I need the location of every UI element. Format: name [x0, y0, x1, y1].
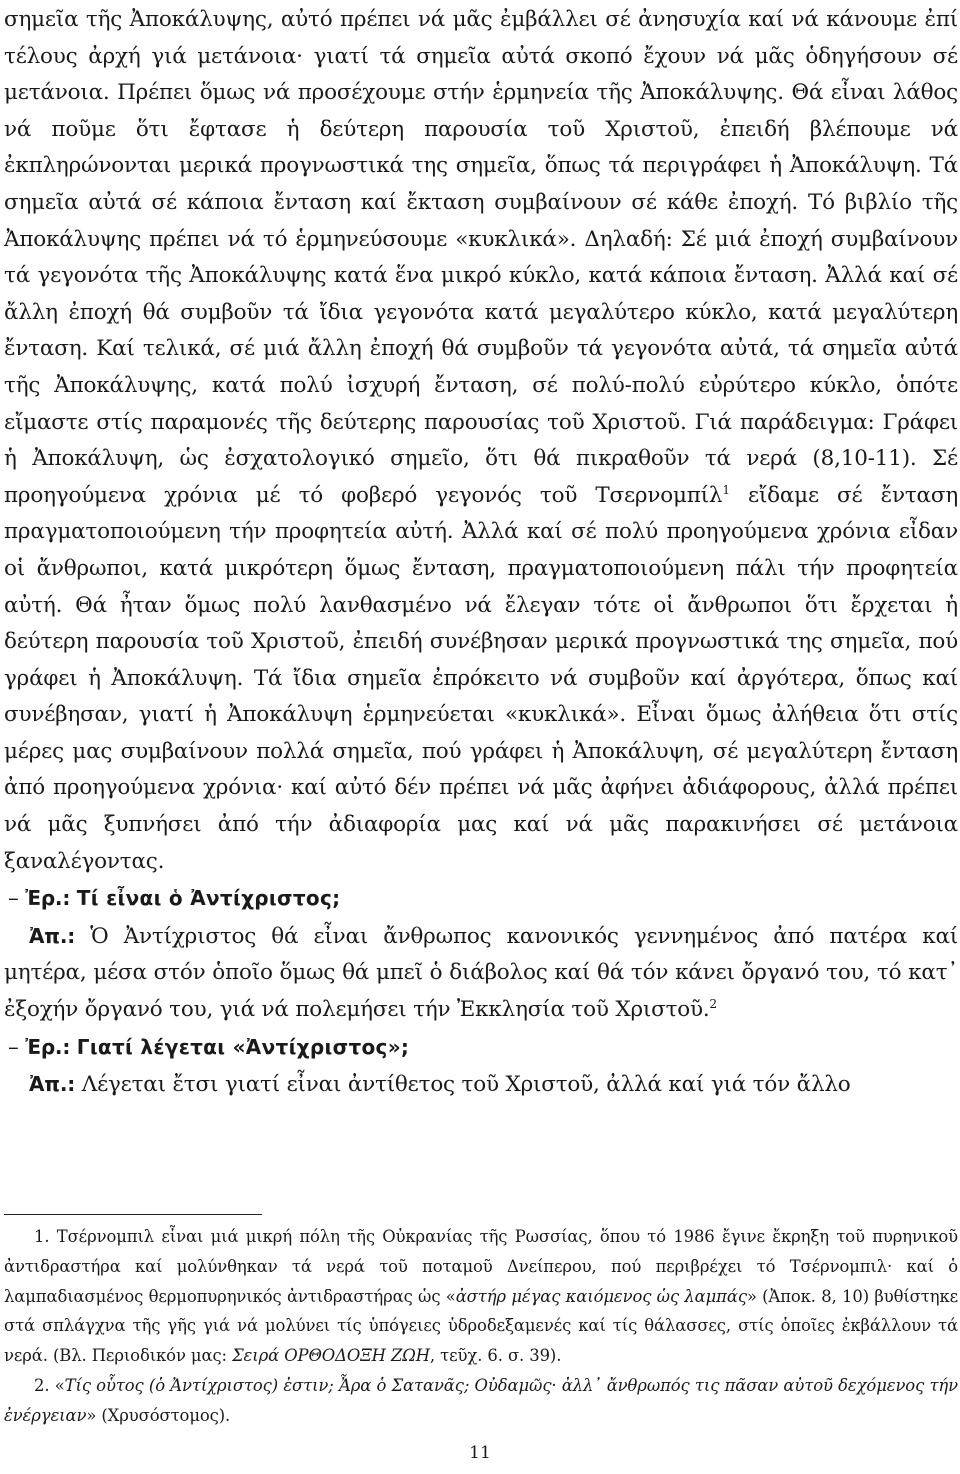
paragraph — [4, 2, 958, 880]
question-text: Τί εἶναι ὁ Ἀντίχριστος; — [76, 886, 341, 911]
question-1 — [4, 880, 958, 918]
footnote-2 — [4, 1371, 958, 1431]
footnote-1-quote: ἀστήρ μέγας καιόμενος ὡς λαμπάς — [455, 1286, 747, 1306]
page-number: 11 — [469, 1443, 491, 1463]
answer-text: Λέγεται ἔτσι γιατί εἶναι ἀντίθετος τοῦ Χριστοῦ, ἀλλά καί γιά τόν ἄλλο — [75, 1072, 851, 1098]
footnote-2-prefix: 2. « — [34, 1375, 65, 1395]
answer-text: Ὁ Ἀντίχριστος θά εἶναι ἄνθρωπος κανονικός γεννημένος ἀπό πατέρα καί μητέρα, μέσα στόν ὁποῖο ὅμως θά μπεῖ ὁ διάβολος καί θά τόν κάνει ὄργανό του, τό κατ᾽ ἐξοχήν ὄργανό του, γιά νά πολεμήσει τήν Ἐκκλησία τοῦ Χριστοῦ. — [4, 923, 958, 1023]
footnote-1-text-3: , τεῦχ. 6. σ. 39). — [429, 1346, 562, 1366]
footnote-reference-2: 2 — [709, 996, 717, 1011]
footnote-1 — [4, 1222, 958, 1371]
footnotes — [4, 1222, 958, 1431]
question-2 — [4, 1029, 958, 1067]
paragraph-text: σημεῖα τῆς Ἀποκάλυψης, αὐτό πρέπει νά μᾶς ἐμβάλλει σέ ἀνησυχία καί νά κάνουμε ἐπί τέλους ἀρχή γιά μετάνοια· γιατί τά σημεῖα αὐτά σκοπό ἔχουν νά μᾶς ὁδηγήσουν σέ μετάνοια. Πρέπει ὅμως νά προσέχουμε στήν ἑρμηνεία τῆς Ἀποκάλυψης. Θά εἶναι λάθος νά ποῦμε ὅτι ἔφτασε ἡ δεύτερη παρουσία τοῦ Χριστοῦ, ἐπειδή βλέπουμε νά ἐκπληρώνονται μερικά προγνωστικά της σημεῖα, ὅπως τά περιγράφει ἡ Ἀποκάλυψη. Τά σημεῖα αὐτά σέ κάποια ἔνταση καί ἔκταση συμβαίνουν σέ κάθε ἐποχή. Τό βιβλίο τῆς Ἀποκάλυψης πρέπει νά τό ἑρμηνεύσουμε «κυκλικά». Δηλαδή: Σέ μιά ἐποχή συμβαίνουν τά γεγονότα τῆς Ἀποκάλυψης κατά ἕνα μικρό κύκλο, κατά κάποια ἔνταση. Ἀλλά καί σέ ἄλλη ἐποχή θά συμβοῦν τά ἴδια γεγονότα κατά μεγαλύτερο κύκλο, κατά μεγαλύτερη ἔνταση. Καί τελικά, σέ μιά ἄλλη ἐποχή θά συμβοῦν τά γεγονότα αὐτά, τά σημεῖα αὐτά τῆς Ἀποκάλυψης, κατά πολύ ἰσχυρή ἔνταση, σέ πολύ-πολύ εὐρύτερο κύκλο, ὁπότε εἴμαστε στίς παραμονές τῆς δεύτερης παρουσίας τοῦ Χριστοῦ. Γιά παράδειγμα: Γράφει ἡ Ἀποκάλυψη, ὡς ἐσχατολογικό σημεῖο, ὅτι θά πικραθοῦν τά νερά (8,10-11). Σέ προηγούμενα χρόνια μέ τό φοβερό γεγονός τοῦ Τσερνομπίλ — [4, 7, 958, 508]
question-dash: – — [8, 1034, 26, 1060]
answer-label: Ἀπ.: — [29, 923, 76, 948]
answer-label: Ἀπ.: — [29, 1072, 76, 1097]
footnote-reference-1: 1 — [722, 482, 730, 497]
question-dash: – — [8, 886, 26, 912]
question-label: Ἐρ.: — [25, 886, 71, 911]
question-label: Ἐρ.: — [25, 1034, 71, 1059]
footnote-2-quote: Τίς οὗτος (ὁ Ἀντίχριστος) ἐστιν; Ἆρα ὁ Σατανᾶς; Οὐδαμῶς· ἀλλ᾽ ἄνθρωπός τις πᾶσαν αὐτοῦ δεχόμενος τήν ἐνέργειαν — [4, 1375, 958, 1425]
footnote-1-periodical: Σειρά ΟΡΘΟΔΟΞΗ ΖΩΗ — [232, 1346, 430, 1366]
footnote-divider — [4, 1214, 262, 1215]
footnote-1-text: 1. Τσέρνομπιλ εἶναι μιά μικρή πόλη τῆς Οὐκρανίας τῆς Ρωσσίας, ὅπου τό 1986 ἔγινε ἔκρηξη τοῦ πυρηνικοῦ ἀντιδραστήρα καί μολύνθηκαν τά νερά τοῦ ποταμοῦ Δνείπερου, πού περιβρέχει τό Τσέρνομπιλ· καί ὁ λαμπαδιασμένος θερμοπυρηνικός ἀντιδραστήρας ὡς « — [4, 1227, 958, 1306]
main-text — [4, 2, 958, 1104]
paragraph-text-continued: εἴδαμε σέ ἔνταση πραγματοποιούμενη τήν προφητεία αὐτή. Ἀλλά καί σέ πολύ προηγούμενα χρόνια εἶδαν οἱ ἄνθρωποι, κατά μικρότερη ὅμως ἔνταση, πραγματοποιούμενη πάλι τήν προφητεία αὐτή. Θά ἦταν ὅμως πολύ λανθασμένο νά ἔλεγαν τότε οἱ ἄνθρωποι ὅτι ἔρχεται ἡ δεύτερη παρουσία τοῦ Χριστοῦ, ἐπειδή συνέβησαν μερικά προγνωστικά της σημεῖα, πού γράφει ἡ Ἀποκάλυψη. Τά ἴδια σημεῖα ἐπρόκειτο νά συμβοῦν καί ἀργότερα, ὅπως καί συνέβησαν, γιατί ἡ Ἀποκάλυψη ἑρμηνεύεται «κυκλικά». Εἶναι ὅμως ἀλήθεια ὅτι στίς μέρες μας συμβαίνουν πολλά σημεῖα, πού γράφει ἡ Ἀποκάλυψη, σέ μεγαλύτερη ἔνταση ἀπό προηγούμενα χρόνια· καί αὐτό δέν πρέπει νά μᾶς ἀφήνει ἀδιάφορους, ἀλλά πρέπει νά μᾶς ξυπνήσει ἀπό τήν ἀδιαφορία μας καί νά μᾶς παρακινήσει σέ μετάνοια ξαναλέγοντας. — [4, 482, 958, 874]
footnote-1-text-2: » (Ἀποκ. 8, 10) βυθίστηκε στά σπλάγχνα τῆς γῆς γιά νά μολύνει τίς ὑπόγειες ὑδροδεξαμενές καί τίς θάλασσες, στίς ὁποῖες ἐκβάλλουν τά νερά. (Βλ. Περιοδικόν μας: — [4, 1286, 958, 1366]
answer-2 — [4, 1066, 958, 1104]
answer-1 — [4, 918, 958, 1029]
question-text: Γιατί λέγεται «Ἀντίχριστος»; — [76, 1034, 410, 1059]
footnote-2-suffix: » (Χρυσόστομος). — [86, 1405, 231, 1425]
